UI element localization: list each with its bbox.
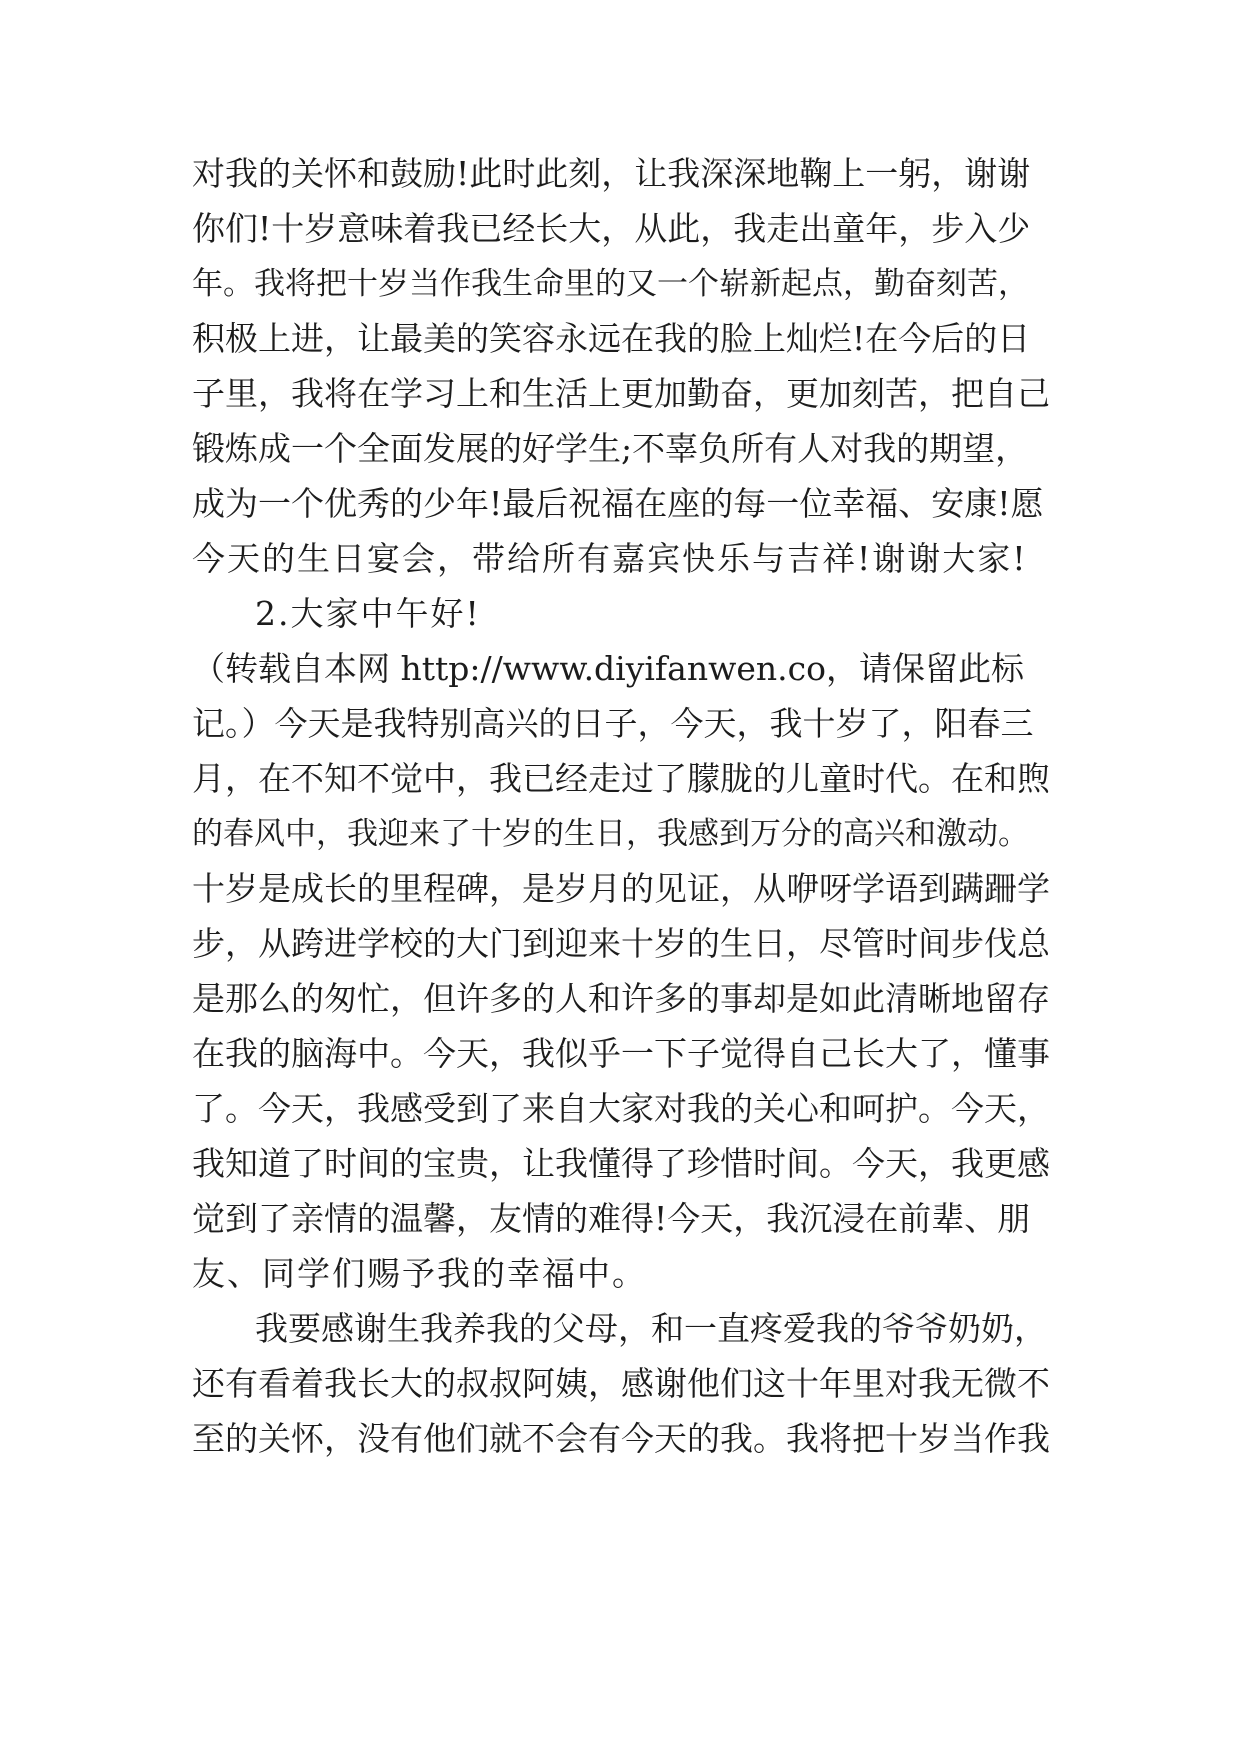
text-line: 还有看着我长大的叔叔阿姨，感谢他们这十年里对我无微不 <box>192 1364 1050 1403</box>
text-line: 你们!十岁意味着我已经长大，从此，我走出童年，步入少 <box>192 209 1031 248</box>
text-line: 月，在不知不觉中，我已经走过了朦胧的儿童时代。在和煦 <box>192 759 1050 798</box>
text-line: 觉到了亲情的温馨，友情的难得!今天，我沉浸在前辈、朋 <box>192 1199 1031 1238</box>
text-line: （转载自本网 http://www.diyifanwen.co，请保留此标 <box>192 649 1024 688</box>
text-line: 是那么的匆忙，但许多的人和许多的事却是如此清晰地留存 <box>192 979 1050 1018</box>
text-line: 友、同学们赐予我的幸福中。 <box>192 1254 647 1293</box>
text-line: 的春风中，我迎来了十岁的生日，我感到万分的高兴和激动。 <box>192 816 1029 852</box>
text-line: 锻炼成一个全面发展的好学生;不辜负所有人对我的期望， <box>192 429 1029 468</box>
text-line: 在我的脑海中。今天，我似乎一下子觉得自己长大了，懂事 <box>192 1034 1050 1073</box>
text-line: 对我的关怀和鼓励!此时此刻，让我深深地鞠上一躬，谢谢 <box>192 154 1031 193</box>
text-line: 成为一个优秀的少年!最后祝福在座的每一位幸福、安康!愿 <box>192 484 1044 523</box>
text-line: 子里，我将在学习上和生活上更加勤奋，更加刻苦，把自己 <box>192 374 1050 413</box>
text-line: 记。）今天是我特别高兴的日子，今天，我十岁了，阳春三 <box>192 704 1034 743</box>
text-line: 我要感谢生我养我的父母，和一直疼爱我的爷爷奶奶， <box>255 1309 1047 1348</box>
text-line: 积极上进，让最美的笑容永远在我的脸上灿烂!在今后的日 <box>192 319 1031 358</box>
text-line: 年。我将把十岁当作我生命里的又一个崭新起点，勤奋刻苦， <box>192 266 1029 302</box>
text-line: 步，从跨进学校的大门到迎来十岁的生日，尽管时间步伐总 <box>192 924 1050 963</box>
text-line: 今天的生日宴会，带给所有嘉宾快乐与吉祥!谢谢大家! <box>192 539 1028 578</box>
text-line: 了。今天，我感受到了来自大家对我的关心和呵护。今天， <box>192 1089 1050 1128</box>
text-line: 我知道了时间的宝贵，让我懂得了珍惜时间。今天，我更感 <box>192 1144 1050 1183</box>
text-line: 十岁是成长的里程碑，是岁月的见证，从咿呀学语到蹒跚学 <box>192 869 1050 908</box>
section-heading: 2.大家中午好! <box>255 594 481 633</box>
text-line: 至的关怀，没有他们就不会有今天的我。我将把十岁当作我 <box>192 1419 1050 1458</box>
